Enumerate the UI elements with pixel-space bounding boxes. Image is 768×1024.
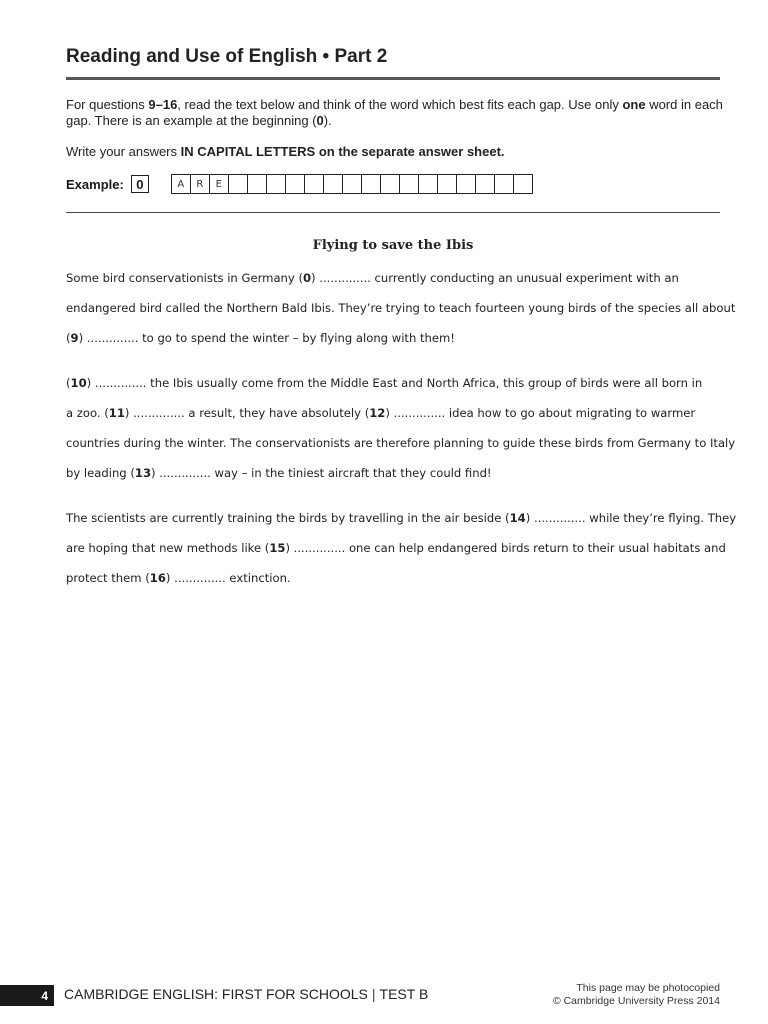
gap-11: .............. (133, 406, 185, 420)
answer-box (324, 174, 343, 194)
answer-box (229, 174, 248, 194)
answer-box (248, 174, 267, 194)
passage-line: by leading (13) .............. way – in the tiniest aircraft that they could find! (66, 466, 492, 480)
answer-box (343, 174, 362, 194)
page-number: 4 (0, 985, 54, 1006)
answer-box: A (172, 174, 191, 194)
paragraph-spacer (66, 358, 726, 373)
answer-box (514, 174, 533, 194)
passage-line: a zoo. (11) .............. a result, they have absolutely (12) .............. idea how to go about migrating to warmer (66, 406, 696, 420)
passage-line: are hoping that new methods like (15) .............. one can help endangered birds return to their usual habitats and (66, 541, 726, 555)
gap-15: .............. (293, 541, 346, 555)
answer-box (267, 174, 286, 194)
instructions (66, 97, 726, 175)
gap-10: .............. (94, 376, 147, 390)
gap-9: .............. (86, 331, 139, 345)
footer-series: CAMBRIDGE ENGLISH: FIRST FOR SCHOOLS | TEST B (64, 986, 429, 1002)
gap-16: .............. (174, 571, 226, 585)
passage-line: protect them (16) .............. extinction. (66, 571, 291, 585)
passage-line: endangered bird called the Northern Bald Ibis. They’re trying to teach fourteen young birds of the species all about (66, 301, 736, 315)
answer-box (495, 174, 514, 194)
gap-13: .............. (159, 466, 211, 480)
answer-boxes (171, 174, 533, 194)
answer-box (362, 174, 381, 194)
passage-text (66, 268, 737, 598)
answer-box (400, 174, 419, 194)
example-row (66, 173, 533, 195)
footer-copyright: This page may be photocopied © Cambridge University Press 2014 (552, 982, 720, 1007)
passage-line: (10) .............. the Ibis usually come from the Middle East and North Africa, this group of birds were all born in (66, 376, 703, 390)
answer-box (438, 174, 457, 194)
paragraph-spacer (66, 493, 726, 508)
instructions-line-1: For questions 9–16, read the text below and think of the word which best fits each gap. Use only one word in each gap. There is an example at the beginning (0). (66, 97, 723, 128)
answer-box (381, 174, 400, 194)
example-label: Example: (66, 176, 124, 192)
gap-0: .............. (319, 271, 371, 285)
answer-box: E (210, 174, 229, 194)
passage-line: countries during the winter. The conservationists are therefore planning to guide these birds from Germany to Italy (66, 436, 736, 450)
gap-12: .............. (393, 406, 446, 420)
answer-box (286, 174, 305, 194)
gap-14: .............. (533, 511, 586, 525)
passage-title: Flying to save the Ibis (312, 238, 474, 253)
section-divider (66, 212, 720, 213)
instructions-line-2: Write your answers IN CAPITAL LETTERS on the separate answer sheet. (66, 144, 505, 159)
example-number-box: 0 (131, 175, 149, 193)
answer-box: R (191, 174, 210, 194)
answer-box (476, 174, 495, 194)
header-rule (66, 77, 720, 80)
passage-line: (9) .............. to go to spend the winter – by flying along with them! (66, 331, 455, 345)
passage-line: The scientists are currently training the birds by travelling in the air beside (14) .............. while they’re flying. They (66, 511, 737, 525)
answer-box (305, 174, 324, 194)
answer-box (419, 174, 438, 194)
page-title: Reading and Use of English • Part 2 (66, 46, 388, 67)
passage-line: Some bird conservationists in Germany (0) .............. currently conducting an unusual experiment with an (66, 271, 679, 285)
answer-box (457, 174, 476, 194)
